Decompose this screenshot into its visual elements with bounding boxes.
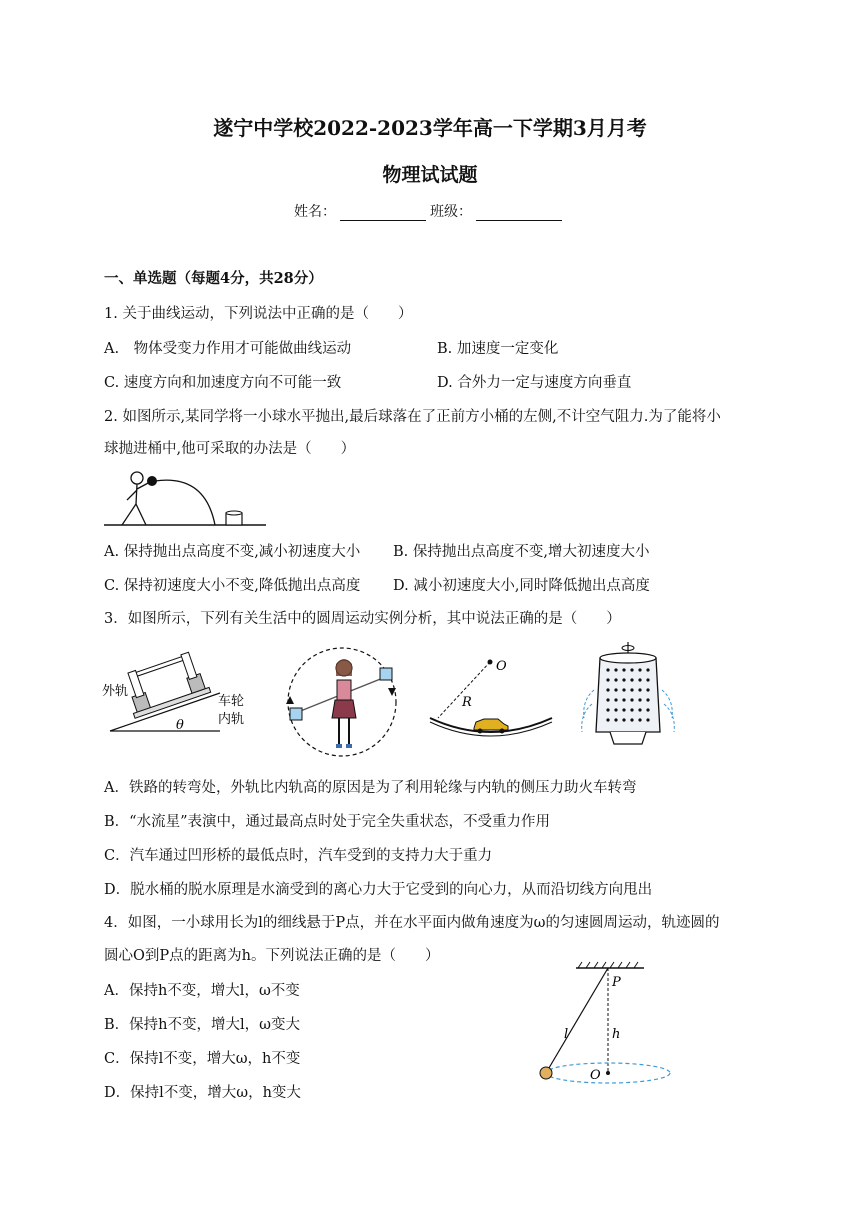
student-info-line: [0, 201, 860, 221]
q4-l-label: l: [564, 1027, 569, 1042]
q2-stem-line1: 2. 如图所示,某同学将一小球水平抛出,最后球落在了正前方小桶的左侧,不计空气阻力.为了能将小: [104, 409, 721, 425]
q3-option-b: B．“水流星”表演中，通过最高点时处于完全失重状态，不受重力作用: [104, 814, 550, 830]
q4-stem-line2: 圆心O到P点的距离为h。下列说法正确的是（ ）: [104, 948, 440, 964]
q4-option-a: A．保持h不变，增大l，ω不变: [104, 983, 300, 999]
q3-wheel-label: 车轮: [218, 694, 245, 709]
section-heading: 一、单选题（每题4分，共28分）: [104, 270, 323, 287]
q2-option-b: B. 保持抛出点高度不变,增大初速度大小: [393, 544, 650, 560]
q3-outer-rail-label: 外轨: [102, 684, 129, 699]
q4-option-d: D．保持l不变，增大ω，h变大: [104, 1085, 301, 1101]
name-blank: [340, 206, 426, 221]
q3-option-a: A．铁路的转弯处，外轨比内轨高的原因是为了利用轮缘与内轨的侧压力助火车转弯: [104, 780, 637, 796]
q3-concave-bridge-figure: [428, 650, 558, 740]
q1-option-a: A. 物体受变力作用才可能做曲线运动: [104, 341, 352, 357]
q2-option-d: D. 减小初速度大小,同时降低抛出点高度: [393, 578, 650, 594]
q1-option-d: D. 合外力一定与速度方向垂直: [437, 375, 632, 391]
class-blank: [476, 206, 562, 221]
q3-water-meteor-figure: [284, 640, 404, 760]
name-label: 姓名：: [294, 204, 336, 220]
q1-stem: 1. 关于曲线运动，下列说法中正确的是（ ）: [104, 306, 413, 322]
q2-option-c: C. 保持初速度大小不变,降低抛出点高度: [104, 578, 361, 594]
q3-O-label: O: [496, 659, 507, 674]
q3-stem: 3．如图所示，下列有关生活中的圆周运动实例分析，其中说法正确的是（ ）: [104, 611, 621, 627]
q4-P-label: P: [612, 975, 621, 990]
q4-option-b: B．保持h不变，增大l，ω变大: [104, 1017, 300, 1033]
q3-inner-rail-label: 内轨: [218, 712, 245, 727]
q3-spin-dryer-figure: [580, 640, 680, 750]
q4-O-label: O: [590, 1068, 601, 1083]
q4-stem-line1: 4．如图，一小球用长为l的细线悬于P点，并在水平面内做角速度为ω的匀速圆周运动，轨迹圆的: [104, 915, 720, 931]
exam-title: 遂宁中学校2022-2023学年高一下学期3月月考: [213, 116, 647, 140]
q3-option-c: C．汽车通过凹形桥的最低点时，汽车受到的支持力大于重力: [104, 848, 493, 864]
q2-option-a: A. 保持抛出点高度不变,减小初速度大小: [104, 544, 361, 560]
q1-option-c: C. 速度方向和加速度方向不可能一致: [104, 375, 342, 391]
class-label: 班级：: [430, 204, 472, 220]
q4-option-c: C．保持l不变，增大ω，h不变: [104, 1051, 301, 1067]
q3-option-d: D．脱水桶的脱水原理是水滴受到的离心力大于它受到的向心力，从而沿切线方向甩出: [104, 882, 653, 898]
q3-rail-figure: [100, 655, 250, 735]
q4-conical-pendulum-figure: [532, 962, 677, 1087]
q2-throw-figure: [100, 468, 270, 530]
q3-theta-label: θ: [176, 718, 184, 733]
q1-option-b: B. 加速度一定变化: [437, 341, 559, 357]
exam-subtitle: 物理试试题: [382, 164, 478, 186]
q4-h-label: h: [612, 1027, 621, 1042]
q3-R-label: R: [462, 695, 472, 710]
q2-stem-line2: 球抛进桶中,他可采取的办法是（ ）: [104, 441, 356, 457]
